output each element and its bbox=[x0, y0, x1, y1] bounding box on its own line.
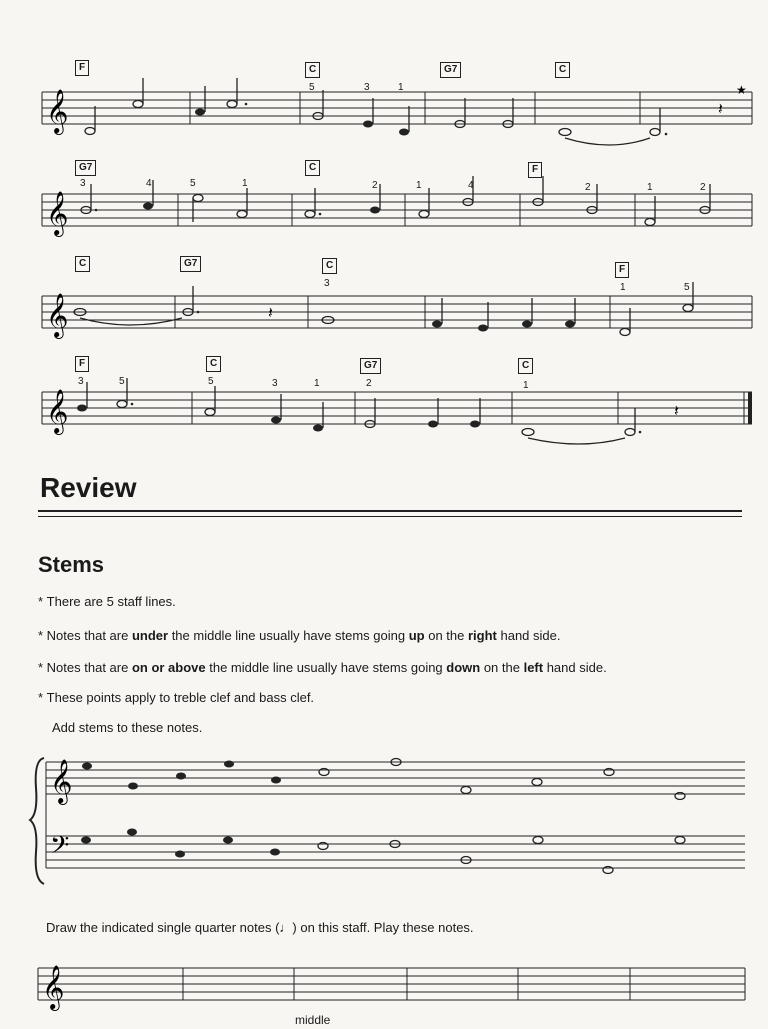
fingering: 3 bbox=[364, 82, 370, 93]
blank-staff-exercise bbox=[0, 950, 768, 1027]
chord-box: F bbox=[615, 262, 629, 278]
fingering: 1 bbox=[398, 82, 404, 93]
note-label: middle bbox=[295, 1013, 331, 1027]
fingering: 5 bbox=[119, 376, 125, 387]
chord-box: F bbox=[75, 60, 89, 76]
fingering: 5 bbox=[190, 178, 196, 189]
fingering: 3 bbox=[324, 278, 330, 289]
chord-box: F bbox=[528, 162, 542, 178]
fingering: 2 bbox=[585, 182, 591, 193]
bass-clef-icon: 𝄢 bbox=[50, 831, 70, 866]
chord-box: G7 bbox=[75, 160, 96, 176]
fingering: 1 bbox=[314, 378, 320, 389]
staff-3 bbox=[0, 254, 768, 340]
treble-clef-icon: 𝄞 bbox=[46, 191, 69, 235]
star-icon: ★ bbox=[736, 83, 747, 97]
treble-clef-icon: 𝄞 bbox=[50, 759, 73, 803]
review-heading: Review bbox=[40, 472, 137, 503]
chord-box: C bbox=[305, 160, 320, 176]
chord-box: C bbox=[518, 358, 533, 374]
stems-heading: Stems bbox=[38, 552, 105, 577]
chord-box: G7 bbox=[440, 62, 461, 78]
fingering: 4 bbox=[468, 180, 474, 191]
fingering: 1 bbox=[416, 180, 422, 191]
grand-staff-exercise bbox=[0, 748, 768, 898]
chord-box: G7 bbox=[360, 358, 381, 374]
treble-clef-icon: 𝄞 bbox=[46, 389, 69, 433]
fingering: 3 bbox=[272, 378, 278, 389]
chord-box: G7 bbox=[180, 256, 201, 272]
bullet-marker: * bbox=[38, 628, 47, 643]
music-system-3 bbox=[0, 254, 768, 340]
bullet-item: * These points apply to treble clef and bass clef. bbox=[38, 690, 315, 705]
fingering: 1 bbox=[242, 178, 248, 189]
fingering: 4 bbox=[146, 178, 152, 189]
treble-clef-icon: 𝄞 bbox=[46, 89, 69, 133]
quarter-rest-icon: 𝄽 bbox=[718, 99, 723, 118]
quarter-rest-icon: 𝄽 bbox=[674, 401, 679, 420]
fingering: 1 bbox=[523, 380, 529, 391]
grand-staff bbox=[0, 748, 768, 898]
fingering: 1 bbox=[647, 182, 653, 193]
chord-box: C bbox=[322, 258, 337, 274]
bullet-marker: * bbox=[38, 594, 47, 609]
fingering: 5 bbox=[309, 82, 315, 93]
treble-clef-icon: 𝄞 bbox=[46, 293, 69, 337]
bullet-marker: * bbox=[38, 690, 47, 705]
staff-2 bbox=[0, 158, 768, 250]
treble-clef-icon: 𝄞 bbox=[42, 965, 65, 1009]
blank-staff bbox=[0, 950, 768, 1024]
bullet-item: * There are 5 staff lines. bbox=[38, 594, 176, 609]
fingering: 5 bbox=[684, 282, 690, 293]
chord-box: C bbox=[206, 356, 221, 372]
review-divider bbox=[38, 510, 742, 512]
staff-4 bbox=[0, 354, 768, 444]
chord-box: F bbox=[75, 356, 89, 372]
exercise-instruction: Draw the indicated single quarter notes (♩) on this staff. Play these notes. bbox=[46, 920, 474, 935]
bullet-item: * Notes that are on or above the middle line usually have stems going down on the left hand side. bbox=[38, 660, 607, 675]
music-system-1 bbox=[0, 60, 768, 150]
quarter-rest-icon: 𝄽 bbox=[268, 303, 273, 322]
music-system-4 bbox=[0, 354, 768, 444]
fingering: 2 bbox=[366, 378, 372, 389]
fingering: 5 bbox=[208, 376, 214, 387]
review-divider bbox=[38, 516, 742, 517]
chord-box: C bbox=[555, 62, 570, 78]
fingering: 2 bbox=[372, 180, 378, 191]
brace bbox=[30, 758, 44, 884]
music-system-2 bbox=[0, 158, 768, 250]
chord-box: C bbox=[75, 256, 90, 272]
fingering: 3 bbox=[78, 376, 84, 387]
bullet-item: * Notes that are under the middle line usually have stems going up on the right hand side. bbox=[38, 628, 561, 643]
fingering: 1 bbox=[620, 282, 626, 293]
staff-1 bbox=[0, 60, 768, 150]
bullet-marker: * bbox=[38, 660, 47, 675]
fingering: 3 bbox=[80, 178, 86, 189]
fingering: 2 bbox=[700, 182, 706, 193]
chord-box: C bbox=[305, 62, 320, 78]
exercise-instruction: Add stems to these notes. bbox=[52, 720, 203, 735]
